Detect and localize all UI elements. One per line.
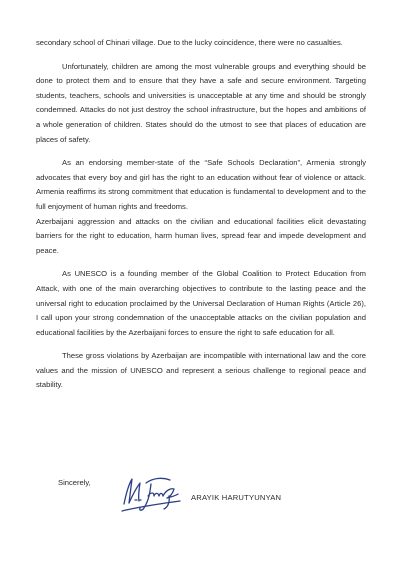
letter-body [36,36,366,402]
paragraph-azerbaijani-aggression: Azerbaijani aggression and attacks on the civilian and educational facilities elicit devastating barriers for the right to education, harm human lives, spread fear and impede development and peace. [36,216,366,255]
paragraph-unesco-appeal: As UNESCO is a founding member of the Global Coalition to Protect Education from Attack, with one of the main overarching objectives to contribute to the lasting peace and the universal right to education proclaimed by the Universal Declaration of Human Rights (Article 26), I call upon your strong condemnation of the unacceptable attacks on the civilian population and educational facilities by the Azerbaijani forces to ensure the right to safe education for all. [36,269,366,337]
signer-name: ARAYIK HARUTYUNYAN [191,493,282,502]
handwritten-signature [118,474,184,514]
paragraph-safe-schools-declaration: As an endorsing member-state of the “Safe Schools Declaration”, Armenia strongly advocates that every boy and girl has the right to an education without fear of violence or attack. Armenia reaffirms its strong commitment that education is fundamental to development and to the full enjoyment of human rights and freedoms. [36,158,366,211]
signature-block [58,474,358,514]
paragraph-violations: These gross violations by Azerbaijan are incompatible with international law and the core values and the mission of UNESCO and represent a serious challenge to regional peace and stability. [36,351,366,390]
closing-salutation: Sincerely, [58,478,91,487]
paragraph-continuation: secondary school of Chinari village. Due to the lucky coincidence, there were no casualties. [36,38,343,47]
paragraph-children-vulnerable: Unfortunately, children are among the most vulnerable groups and everything should be done to protect them and to ensure that they have a safe and secure environment. Targeting students, teachers, schools and universities is unacceptable at any time and should be strongly condemned. Attacks do not just destroy the school infrastructure, but the hopes and ambitions of a whole generation of children. States should do the utmost to see that places of education are places of safety. [36,61,366,144]
